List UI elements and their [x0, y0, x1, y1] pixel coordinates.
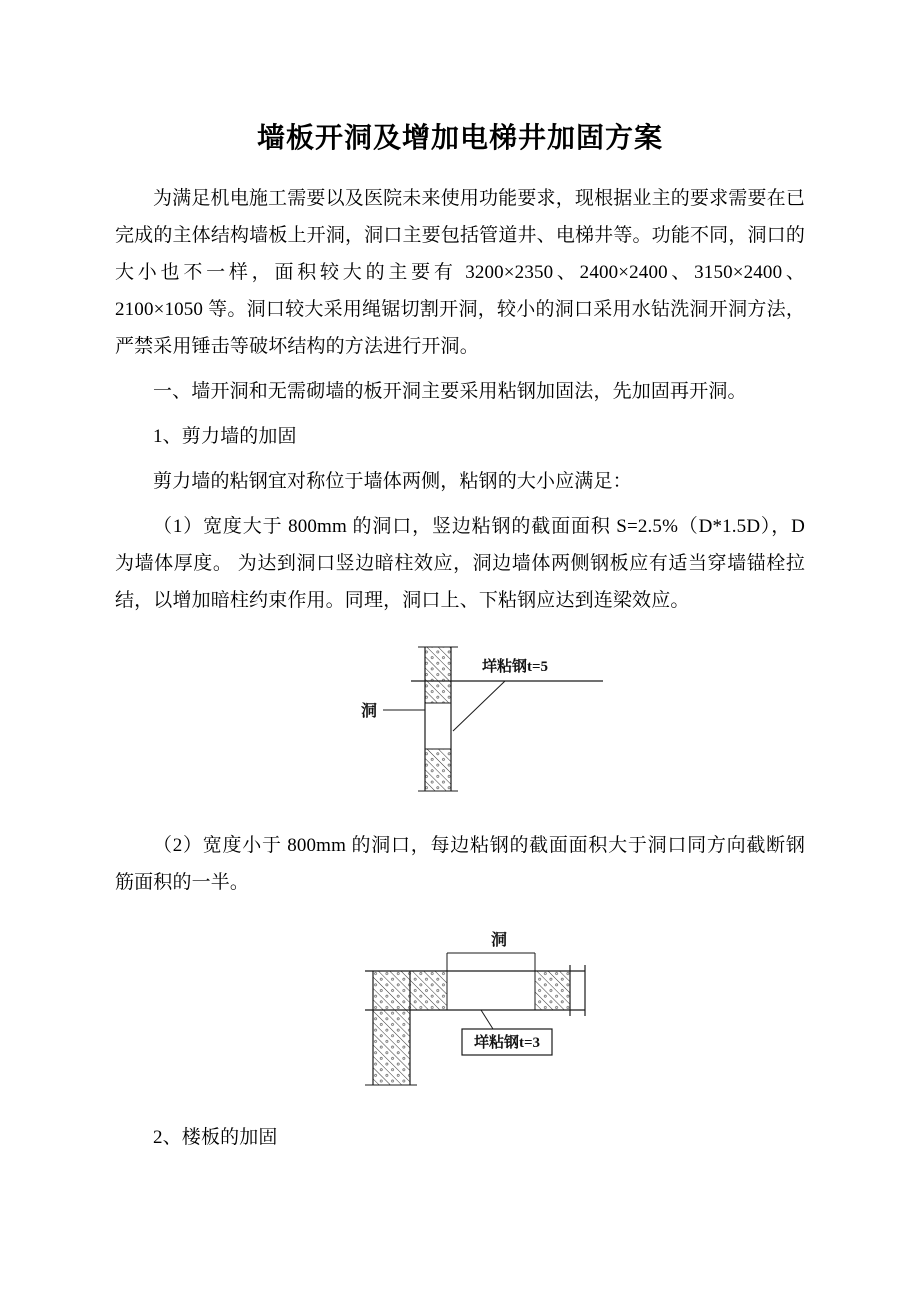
- paragraph-case-width-over-800: （1）宽度大于 800mm 的洞口，竖边粘钢的截面面积 S=2.5%（D*1.5D），D 为墙体厚度。 为达到洞口竖边暗柱效应，洞边墙体两侧钢板应有适当穿墙锚栓拉结，以增加暗柱约束作用。同理，洞口上、下粘钢应达到连梁效应。: [115, 516, 805, 611]
- paragraph-wall-steel-rule: 剪力墙的粘钢宜对称位于墙体两侧，粘钢的大小应满足：: [153, 471, 632, 492]
- figure-slab-opening-section: [115, 923, 805, 1095]
- slab-opening-diagram: [115, 923, 805, 1095]
- heading-section-one: 一、墙开洞和无需砌墙的板开洞主要采用粘钢加固法，先加固再开洞。: [153, 381, 747, 402]
- steel-thickness-label: 垟粘钢t=5: [481, 659, 549, 675]
- wall-section-graphic: [418, 647, 458, 791]
- heading-floor-slab-reinforcement: 2、楼板的加固: [153, 1127, 278, 1148]
- document-title: 墙板开洞及增加电梯井加固方案: [256, 123, 663, 154]
- wall-opening-diagram: [115, 641, 805, 803]
- paragraph-case-width-under-800: （2）宽度小于 800mm 的洞口，每边粘钢的截面面积大于洞口同方向截断钢筋面积的一半。: [115, 835, 805, 893]
- figure-wall-opening-elevation: [115, 641, 805, 803]
- paragraph-intro: 为满足机电施工需要以及医院未来使用功能要求，现根据业主的要求需要在已完成的主体结构墙板上开洞，洞口主要包括管道井、电梯井等。功能不同，洞口的大小也不一样，面积较大的主要有 3200×2350、2400×2400、3150×2400、2100×1050 等。洞口较大采用绳锯切割开洞，较小的洞口采用水钻洗洞开洞方法，严禁采用锤击等破坏结构的方法进行开洞。: [115, 188, 805, 357]
- bonded-steel-callout: [462, 1010, 552, 1055]
- hole-callout: [361, 702, 425, 720]
- steel-thickness-label: 垟粘钢t=3: [473, 1035, 541, 1051]
- slab-section-graphic: [365, 965, 585, 1085]
- hole-label: 洞: [491, 932, 508, 949]
- hole-label: 洞: [361, 703, 378, 720]
- heading-shear-wall-reinforcement: 1、剪力墙的加固: [153, 426, 297, 447]
